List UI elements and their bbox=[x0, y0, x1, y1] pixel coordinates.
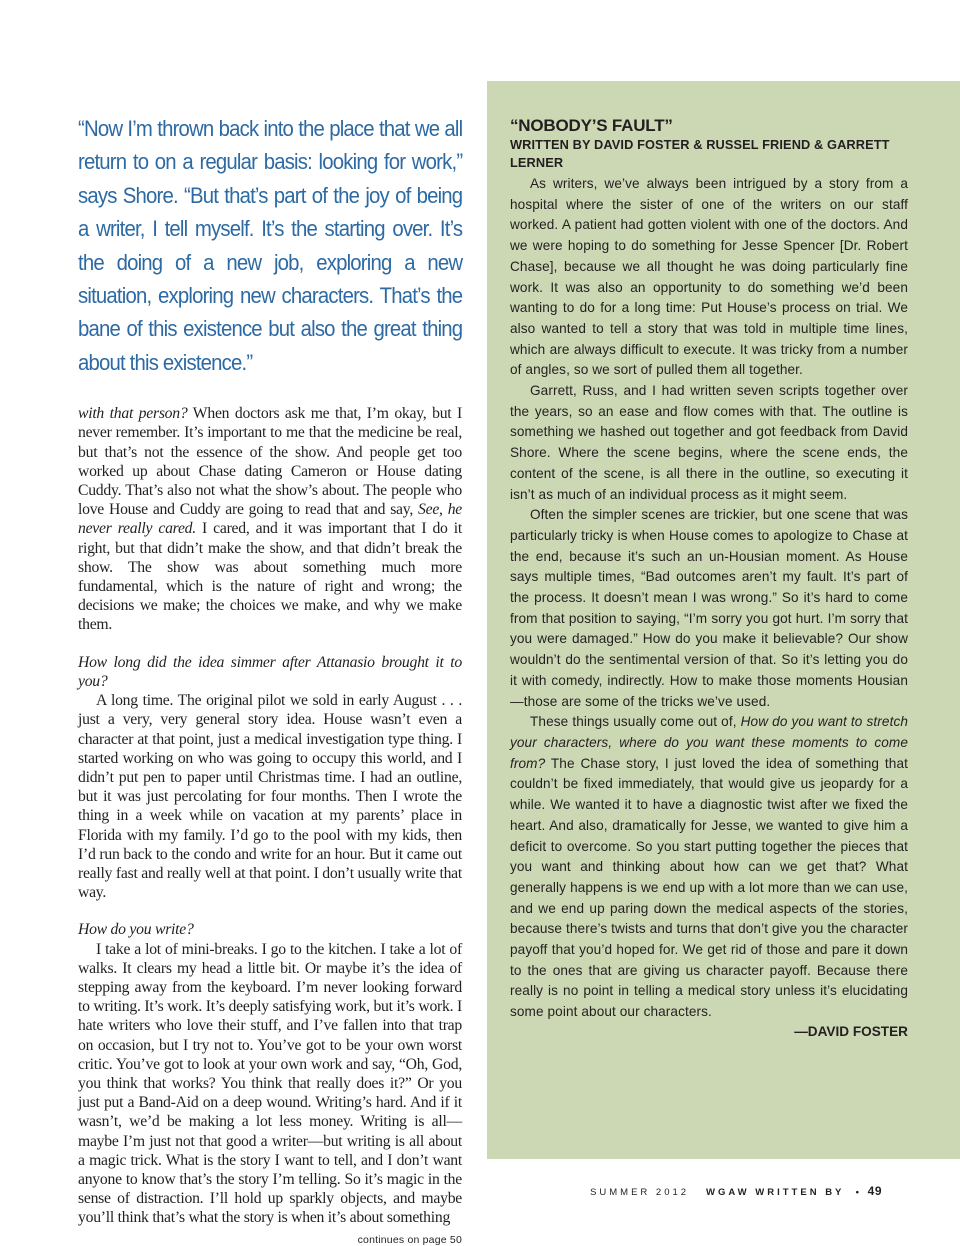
intro-text-1: When doctors ask me that, I’m okay, but I never remember. It’s important to me that the medicine be real, but that’s not the essence of the show. And people get too worked up about Chase dating Cameron or House dating Cuddy. That’s also not what the show’s about. The people who love House and Cuddy are going to read that and say, bbox=[78, 405, 462, 519]
sidebar-content bbox=[510, 116, 908, 1039]
sidebar-paragraph-4 bbox=[510, 712, 908, 1023]
question-2: How do you write? bbox=[78, 921, 194, 939]
continues-note: continues on page 50 bbox=[357, 1233, 462, 1246]
main-column bbox=[78, 112, 462, 1246]
footer-issue: SUMMER 2012 bbox=[590, 1187, 690, 1198]
intro-text-2: I cared, and it was important that I do it right, but that didn’t make the show, and that didn’t break the show. The show was about something much more fundamental, which is the nature of right and wrong; the decisions we make; the choices we make, and why we make them. bbox=[78, 520, 463, 634]
sidebar-p4-rest: The Chase story, I just loved the idea of something that couldn’t be fixed immediately, that would give us jeopardy for a while. We wanted it to have a diagnostic twist after we fixed the heart. And also, dramatically for Jesse, we wanted to give him a deficit to overcome. So you start putting together the pieces that you want and thinking about how can we get that? What generally happens is we end up with a lot more than we can use, and we end up paring down the medical aspects of the stories, because there’s twists and turns that don’t give you the character payoff that you’d hoped for. We get rid of those and pare it down to the ones that are giving us character payoff. Because there really is no point in telling a medical story unless it’s elucidating some point about our characters. bbox=[510, 755, 908, 1020]
sidebar-paragraph-3: Often the simpler scenes are trickier, but one scene that was particularly tricky is when House comes to apologize to Chase at the end, because it’s such an un-Housian moment. As House says multiple times, “Bad outcomes aren’t my fault. It’s part of the process. It doesn’t mean I was wrong.” So it’s hard to come from that position to saying, “I’m sorry you got hurt. I’m sorry that you were damaged.” How do you make it believable? Our show wouldn’t do the sentimental version of that. So it’s letting you do it with comedy, indirectly. How to make those moments Housian—those are some of the tricks we’ve used. bbox=[510, 507, 908, 709]
sidebar-paragraph-2: Garrett, Russ, and I had written seven scripts together over the years, so an ease and flow comes with that. The outline is something we hashed out together and got feedback from David Shore. Where the scene begins, where the scene ends, the content of the scene, is all there in the outline, so executing it isn’t as much of an individual process as it might seem. bbox=[510, 383, 908, 502]
answer-2: I take a lot of mini-breaks. I go to the kitchen. I take a lot of walks. It clears my head a little bit. Or maybe it’s the idea of stepping away from the keyboard. I’m never looking forward to writing. It’s work. It’s deeply satisfying work, but it’s work. I hate writers who love their stuff, and I’ve fallen into that trap on occasion, but I try not to. You’ve got to be your own worst critic. You’ve got to look at your own work and say, “Oh, God, you think that works? You think that really does it?” Or you just put a Band-Aid on a deep wound. Writing’s hard. And if it wasn’t, we’d be making a lot less money. Writing is all—maybe I’m just not that good a writer—but writing is all about a magic trick. What is the story I want to tell, and I don’t want anyone to know that’s the story I’m telling. So it’s magic in the sense of distraction. I’ll hold up sparkly objects, and maybe you’ll think that’s what the story is when it’s about something bbox=[78, 940, 462, 1227]
sidebar-p4-lead: These things usually come out of, bbox=[530, 714, 741, 730]
sidebar-title: “NOBODY’S FAULT” bbox=[510, 116, 673, 135]
sidebar-byline: WRITTEN BY DAVID FOSTER & RUSSEL FRIEND & GARRETT LERNER bbox=[510, 137, 890, 170]
intro-italic: See, he never really cared. bbox=[78, 501, 463, 538]
sidebar-paragraph-1: As writers, we’ve always been intrigued by a story from a hospital where the sister of one of the writers on our staff worked. A patient had gotten violent with one of the doctors. And we were hoping to do something for Jesse Spencer [Dr. Robert Chase], because we all thought he was doing particularly fine work. It was also an opportunity to do something we’d been wanting to do for a long time: Put House’s process on trial. We also wanted to tell a story that was told in multiple time lines, which are always difficult to execute. It was tricky from a number of angles, so we sort of pulled them all together. bbox=[510, 176, 908, 378]
page-number: 49 bbox=[867, 1184, 882, 1198]
pull-quote: “Now I’m thrown back into the place that we all return to on a regular basis: looking for work,” says Shore. “But that’s part of the joy of being a writer, I tell myself. It’s the starting over. It’s the doing of a new job, exploring a new situation, exploring new characters. That’s the bane of this existence but also the great thing about this existence.” bbox=[78, 116, 463, 375]
footer-magazine: WGAW WRITTEN BY bbox=[705, 1187, 845, 1198]
footer-bullet: • bbox=[855, 1187, 862, 1198]
intro-paragraph bbox=[78, 404, 462, 634]
sidebar-p4-italic: How do you want to stretch your characters, where do you want these moments to come from? bbox=[510, 714, 908, 771]
question-1: How long did the idea simmer after Attanasio brought it to you? bbox=[78, 653, 462, 690]
page-footer bbox=[590, 1184, 882, 1198]
sidebar-box bbox=[487, 81, 960, 1159]
answer-1: A long time. The original pilot we sold in early August . . . just a very, very general story idea. House wasn’t even a character at that point, just a medical investigation type thing. I started working on who was going to occupy this world, and I didn’t put pen to paper until Christmas time. I had an outline, but it was just percolating for four months. Then I wrote the thing in a week while on vacation at my parents’ place in Florida with my family. I’d go to the pool with my kids, then I’d run back to the condo and write for an hour. But it came out really fast and really well at that point. I don’t usually write that way. bbox=[78, 692, 462, 902]
sidebar-signature: —DAVID FOSTER bbox=[794, 1023, 908, 1039]
intro-lead-italic: with that person? bbox=[78, 405, 188, 423]
